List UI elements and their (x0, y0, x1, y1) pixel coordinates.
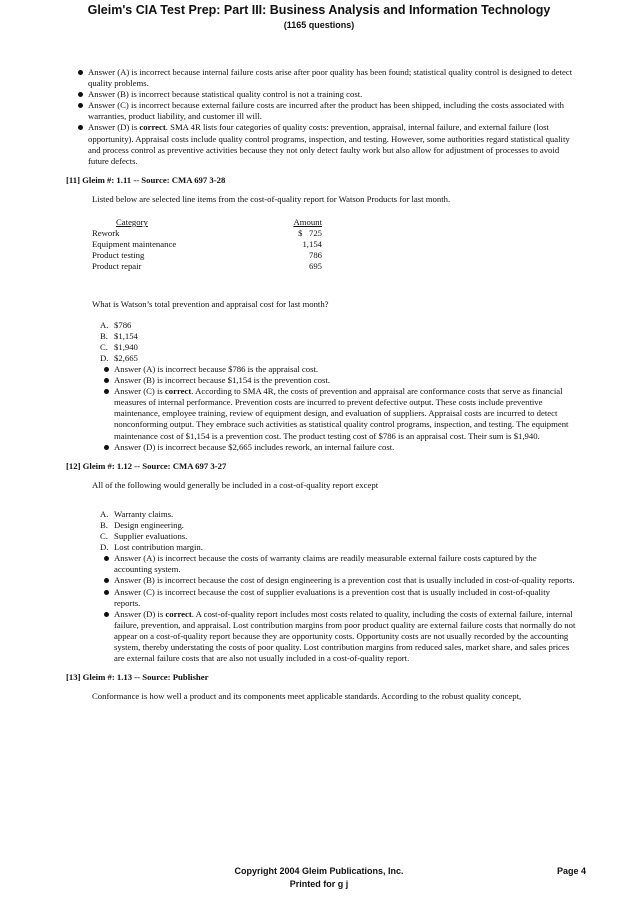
answer-item: Answer (A) is incorrect because $786 is the appraisal cost. (0, 364, 638, 375)
printed-for: Printed for g j (289, 879, 349, 889)
bullet-icon (104, 445, 109, 450)
answer-item: Answer (D) is correct. A cost-of-quality report includes most costs related to quality, including the costs of external failure, internal failure, prevention, and appraisal. Lost contribution margins from poor product quality are external failure costs that normally do not appear on a cost-of-quality report because they are opportunity costs. Opportunity costs are not usually recorded by the accounting system, thereby understating the costs of poor quality. Lost contribution margins from reduced sales, market share, and sales prices are external failure costs that are also not usually included in a cost-of-quality report. (0, 609, 638, 664)
bullet-icon (78, 70, 83, 75)
choice-item: B. Design engineering. (100, 520, 184, 530)
answer-item: Answer (D) is correct. SMA 4R lists four categories of quality costs: prevention, appraisal, internal failure, and external failure (lost opportunity). Appraisal costs include quality control programs, inspection, and testing. However, some authorities regard statistical quality and process control as preventive activities because they not only detect faulty work but also allow for adjustment of processes to avoid future defects. (0, 122, 638, 166)
previous-answer-list (0, 67, 638, 167)
question-11-choices (92, 320, 638, 364)
question-12-answers (0, 553, 638, 664)
question-12-heading: [12] Gleim #: 1.12 -- Source: CMA 697 3-27 (66, 460, 227, 471)
cost-of-quality-table (92, 217, 322, 272)
page-content (0, 67, 638, 702)
choice-item: C. Supplier evaluations. (100, 531, 188, 542)
table-row: Product repair 695 (92, 261, 322, 272)
answer-item: Answer (A) is incorrect because the costs of warranty claims are readily measurable external failure costs captured by the accounting system. (0, 553, 638, 575)
answer-item: Answer (B) is incorrect because statistical quality control is not a training cost. (0, 89, 638, 100)
question-11-intro: Listed below are selected line items from the cost-of-quality report for Watson Products for last month. (92, 193, 451, 204)
bullet-icon (78, 103, 83, 108)
bullet-icon (78, 92, 83, 97)
table-row: Rework $ 725 (92, 228, 322, 239)
choice-item: D. $2,665 (100, 352, 138, 363)
copyright-notice: Copyright 2004 Gleim Publications, Inc. (234, 866, 404, 876)
question-12-choices (92, 509, 638, 553)
answer-item: Answer (B) is incorrect because $1,154 is the prevention cost. (0, 375, 638, 386)
answer-item: Answer (C) is correct. According to SMA 4R, the costs of prevention and appraisal are conformance costs that serve as financial measures of internal performance. Prevention costs are incurred to prevent defective output. These costs include preventive maintenance, employee training, review of equipment design, and evaluation of suppliers. Appraisal costs are incurred to detect nonconforming output. They embrace such activities as statistical quality control programs, inspection, and testing. The equipment maintenance cost of $1,154 is a prevention cost. The product testing cost of $786 is an appraisal cost. Their sum is $1,940. (0, 386, 638, 441)
question-13-text: Conformance is how well a product and its components meet applicable standards. According to the robust quality concept, (92, 691, 522, 702)
bullet-icon (104, 590, 109, 595)
question-13-heading: [13] Gleim #: 1.13 -- Source: Publisher (66, 672, 209, 683)
page-number: Page 4 (556, 866, 586, 876)
choice-item: B. $1,154 (100, 330, 138, 341)
choice-item: A. Warranty claims. (100, 508, 174, 519)
bullet-icon (104, 612, 109, 617)
answer-item: Answer (C) is incorrect because the cost of supplier evaluations is a prevention cost that is usually included in cost-of-quality reports. (0, 587, 638, 609)
document-title: Gleim's CIA Test Prep: Part III: Business Analysis and Information Technology (87, 3, 551, 17)
bullet-icon (104, 578, 109, 583)
amount-column-header: Amount (293, 217, 322, 228)
answer-item: Answer (B) is incorrect because the cost of design engineering is a prevention cost that is usually included in cost-of-quality reports. (0, 575, 638, 586)
table-row: Equipment maintenance 1,154 (92, 239, 322, 250)
bullet-icon (104, 556, 109, 561)
choice-item: A. $786 (100, 319, 132, 330)
question-11-heading: [11] Gleim #: 1.11 -- Source: CMA 697 3-28 (66, 174, 226, 185)
answer-item: Answer (D) is incorrect because $2,665 includes rework, an internal failure cost. (0, 442, 638, 453)
question-count: (1165 questions) (283, 20, 355, 30)
bullet-icon (104, 367, 109, 372)
category-column-header: Category (116, 217, 148, 228)
bullet-icon (104, 389, 109, 394)
answer-item: Answer (A) is incorrect because internal failure costs arise after poor quality has been found; statistical quality control is designed to detect quality problems. (0, 67, 638, 89)
answer-item: Answer (C) is incorrect because external failure costs are incurred after the product has been shipped, including the costs associated with warranties, product liability, and customer ill will. (0, 100, 638, 122)
question-11-text: What is Watson’s total prevention and appraisal cost for last month? (92, 298, 329, 309)
bullet-icon (78, 125, 83, 130)
table-header-row (92, 217, 322, 228)
choice-item: C. $1,940 (100, 341, 138, 352)
question-12-text: All of the following would generally be included in a cost-of-quality report except (92, 479, 379, 490)
choice-item: D. Lost contribution margin. (100, 542, 203, 553)
bullet-icon (104, 378, 109, 383)
question-11-answers (0, 364, 638, 453)
table-row: Product testing 786 (92, 250, 322, 261)
